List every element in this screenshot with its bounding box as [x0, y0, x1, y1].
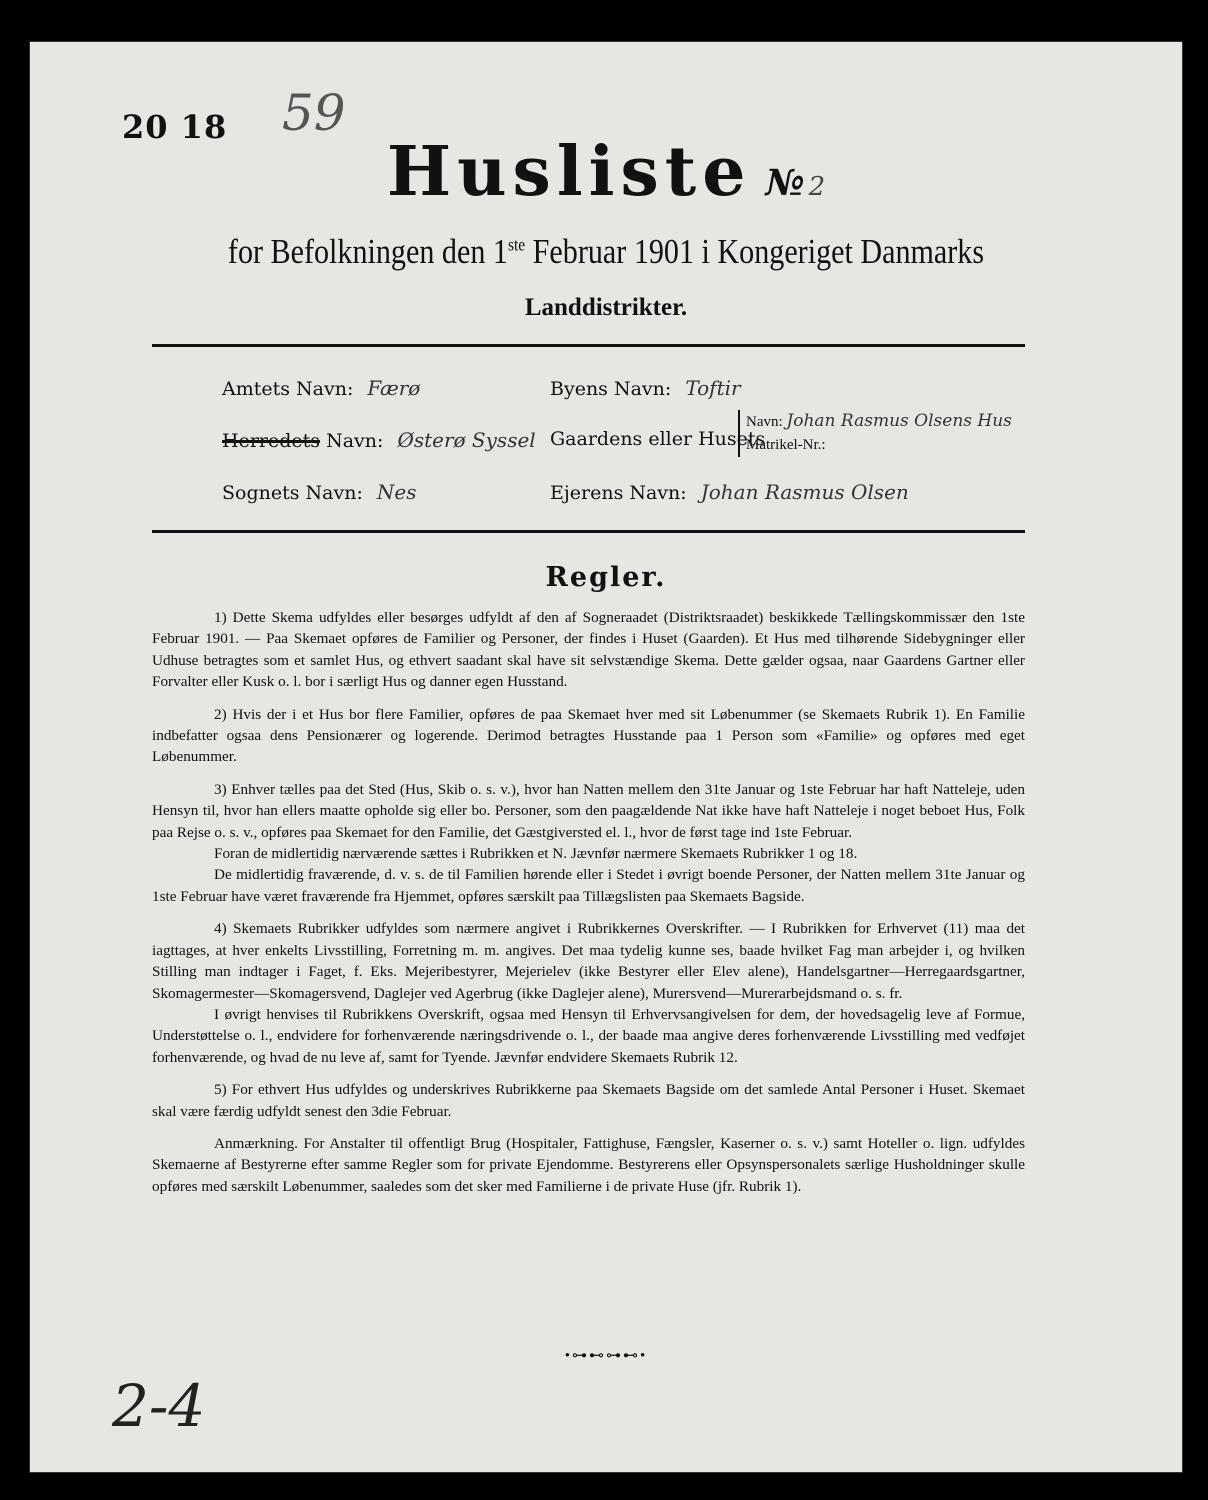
amt-label: Amtets Navn: — [222, 378, 354, 400]
herred-field — [222, 428, 536, 452]
sogn-value: Nes — [376, 480, 417, 504]
gaard-matrikel-row — [746, 434, 1012, 457]
gaard-brace — [738, 410, 1012, 457]
rule-2: 2) Hvis der i et Hus bor flere Familier, opføres de paa Skemaet hver med sit Løbenummer (se Skemaets Rubrik 1). En Familie indbefatter ogsaa dens Pensionærer og logerende. Derimod betragtes Husstande paa 1 Person som «Familie» og opføres med eget Løbenummer. — [152, 705, 1025, 766]
title-number-label: № — [765, 162, 805, 204]
herred-label-struck: Herredets — [222, 430, 321, 452]
rules-heading: Regler. — [545, 562, 667, 593]
rule-1: 1) Dette Skema udfyldes eller besørges udfyldt af den af Sogneraadet (Distriktsraadet) beskikkede Tællingskommissær den 1ste Februar 1901. — Paa Skemaet opføres de Familier og Personer, der findes i Huset (Gaarden). Et Hus med tilhørende Sidebygninger eller Udhuse betragtes som et samlet Hus, og ethvert saadant skal have sit selvstændige Skema. Dette gælder ogsaa, naar Gaardens Gartner eller Forvalter eller Kusk o. l. bor i særligt Hus og danner egen Husstand. — [152, 609, 1025, 691]
subtitle-text-a: for Befolkningen den 1 — [227, 232, 508, 271]
amt-value: Færø — [367, 376, 421, 400]
sogn-label: Sognets Navn: — [222, 482, 363, 504]
remark: Anmærkning. For Anstalter til offentligt Brug (Hospitaler, Fattighuse, Fængsler, Kaserner o. s. v.) samt Hoteller o. lign. udfyldes Skemaerne af Bestyrerne efter samme Regler som for private Ejendomme. Bestyrerens eller Opsynspersonalets særlige Husholdninger skulle opføres med særskilt Løbenummer, saaledes som det sker med Familierne i de private Huse (jfr. Rubrik 1). — [152, 1134, 1025, 1195]
bottom-rule — [152, 530, 1025, 533]
amt-field — [222, 376, 420, 400]
census-form-page — [30, 42, 1182, 1472]
rules-body — [152, 607, 1025, 1208]
ornament: •⊶⊷⊶⊷• — [564, 1348, 648, 1364]
subtitle-sup: ste — [507, 234, 526, 255]
ejer-field — [550, 480, 909, 504]
pencil-number: 59 — [282, 84, 346, 142]
gaard-matrikel-label: Matrikel-Nr.: — [746, 437, 826, 453]
title-text: Husliste — [386, 132, 752, 212]
rule-5: 5) For ethvert Hus udfyldes og underskrives Rubrikkerne paa Skemaets Bagside om det samlede Antal Personer i Huset. Skemaet skal være færdig udfyldt senest den 3die Februar. — [152, 1081, 1025, 1120]
herred-label: Navn: — [326, 430, 384, 452]
gaard-navn-label: Navn: — [746, 414, 783, 430]
form-title — [30, 132, 1182, 212]
bottom-handwritten-number: 2-4 — [112, 1372, 206, 1440]
subtitle-text-b: Februar 1901 i Kongeriget Danmarks — [525, 232, 985, 271]
rule-3-note-b: De midlertidig fraværende, d. v. s. de til Familien hørende eller i Stedet i øvrigt boende Personer, der Natten mellem 31te Januar og 1ste Februar have været fraværende fra Hjemmet, opføres særskilt paa Tillægslisten paa Skemaets Bagside. — [152, 866, 1025, 905]
form-subtitle — [111, 232, 1102, 272]
ejer-value: Johan Rasmus Olsen — [700, 480, 909, 504]
form-subtitle-2: Landdistrikter. — [524, 294, 688, 321]
ejer-label: Ejerens Navn: — [550, 482, 687, 504]
rule-4-note: I øvrigt henvises til Rubrikkens Overskrift, ogsaa med Hensyn til Erhvervsangivelsen for dem, der hovedsagelig leve af Formue, Understøttelse o. l., endvidere for forhenværende næringsdrivende o. l., der baade maa angive deres forhenværende Livsstilling med vedføjet forhenværende, og hvad de nu leve af, samt for Tyende. Jævnfør endvidere Skemaets Rubrik 12. — [152, 1005, 1025, 1066]
by-field — [550, 376, 741, 400]
title-number-value: 2 — [808, 172, 826, 202]
by-value: Toftir — [685, 376, 741, 400]
top-rule — [152, 344, 1025, 347]
rule-4: 4) Skemaets Rubrikker udfyldes som nærmere angivet i Rubrikkernes Overskrifter. — I Rubrikken for Erhvervet (11) maa det iagttages, at hver enkelts Livsstilling, Forretning m. m. angives. Det maa tydelig kunne ses, baade hvilket Fag man arbejder i, og hvilken Stilling man indtager i Faget, f. Eks. Mejeribestyrer, Mejerielev (ikke Bestyrer eller Elev alene), Handelsgartner—Herregaardsgartner, Skomagermester—Skomagersvend, Daglejer ved Agerbrug (ikke Daglejer alene), Murersvend—Murerarbejdsmand o. s. fr. — [152, 920, 1025, 1002]
rule-3: 3) Enhver tælles paa det Sted (Hus, Skib o. s. v.), hvor han Natten mellem den 31te Januar og 1ste Februar har haft Natteleje, uden Hensyn til, hvor han ellers maatte opholde sig eller bo. Personer, som den paagældende Nat ikke have haft Natteleje i noget beboet Hus, Folk paa Rejse o. s. v., opføres paa Skemaet for den Familie, det Gæstgiversted el. l., hvor de først tage ind 1ste Februar. — [152, 780, 1025, 841]
gaard-navn-row — [746, 410, 1012, 434]
rule-3-note-a: Foran de midlertidig nærværende sættes i Rubrikken et N. Jævnfør nærmere Skemaets Rubrikker 1 og 18. — [214, 845, 858, 863]
by-label: Byens Navn: — [550, 378, 672, 400]
gaard-navn-value: Johan Rasmus Olsens Hus — [786, 411, 1012, 431]
herred-value: Østerø Syssel — [397, 428, 536, 452]
sogn-field — [222, 480, 417, 504]
gaard-label: Gaardens eller Husets — [550, 428, 766, 450]
stamp-number: 20 18 — [122, 108, 228, 146]
